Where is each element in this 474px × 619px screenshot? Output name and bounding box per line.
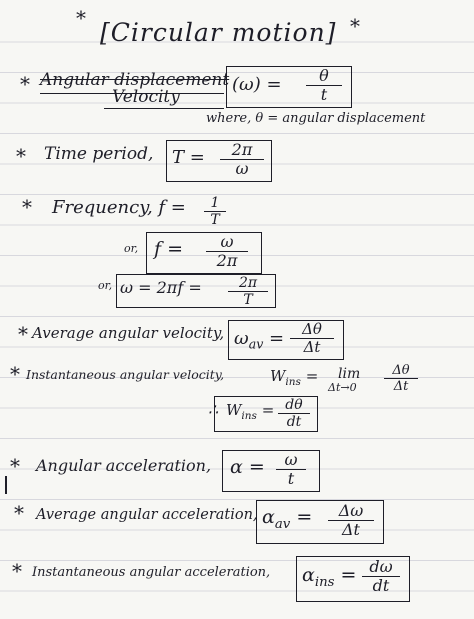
equals-sign: = [261,401,275,419]
label-underline [104,108,224,109]
average-angular-acceleration-fraction [328,503,374,538]
fraction-denominator: Δt [342,520,360,539]
angular-acceleration-label: Angular acceleration, [36,456,212,475]
bullet-star: * [22,195,32,219]
time-period-lhs: T = [172,147,205,168]
title-star-left: * [76,6,86,30]
equals-sign: = [296,506,313,528]
fraction-denominator: Δt [303,338,321,356]
fraction-denominator: dt [286,414,302,430]
velocity-label: Velocity [112,87,180,107]
equals-sign: = [269,328,285,349]
bullet-star: * [18,322,28,346]
bullet-star: * [16,144,26,168]
subscript: av [274,516,291,532]
fraction-numerator: 1 [204,196,226,212]
instantaneous-angular-velocity-lhs [270,369,318,388]
average-angular-acceleration-label: Average angular acceleration, [36,507,258,523]
instantaneous-angular-acceleration-fraction [362,559,400,594]
fraction-numerator: Δω [328,503,374,521]
alpha-symbol: α [302,564,315,586]
angular-acceleration-fraction [276,452,306,487]
fraction-denominator: T [243,292,253,308]
time-period-label: Time period, [44,144,154,164]
limit-subscript: Δt→0 [328,381,357,394]
instantaneous-angular-velocity-limit-fraction [384,364,418,393]
fraction-numerator: θ [306,68,342,86]
instantaneous-angular-acceleration-label: Instantaneous angular acceleration, [32,565,271,580]
bullet-star: * [12,559,22,583]
fraction-numerator: 2π [220,142,264,160]
omega-symbol: ω [234,328,249,349]
fraction-numerator: 2π [228,276,268,292]
frequency-fraction [204,196,226,227]
bullet-star: * [14,501,24,525]
fraction-numerator: dθ [278,398,310,414]
fraction-denominator: dt [372,576,390,595]
w-symbol: W [226,401,242,419]
bullet-star: * [10,454,20,478]
fraction-numerator: ω [206,234,248,252]
or-prefix: or, [124,242,139,255]
subscript: ins [241,410,257,422]
instantaneous-angular-velocity-result-fraction [278,398,310,429]
equals-sign: = [305,367,319,385]
bullet-star: * [10,362,20,386]
limit-label: lim [338,366,361,382]
fraction-numerator: Δθ [384,364,418,379]
page-title: [Circular motion] [100,18,337,47]
average-angular-velocity-lhs [234,330,284,351]
fraction-numerator: dω [362,559,400,577]
instantaneous-angular-velocity-result [226,403,274,422]
time-period-fraction [220,142,264,177]
angular-acceleration-lhs: α = [230,456,265,478]
title-star-right: * [350,14,360,38]
w-symbol: W [270,367,286,385]
fraction-denominator: ω [235,159,249,178]
angular-velocity-lhs: (ω) = [232,74,282,95]
alpha-symbol: α [262,506,275,528]
fraction-denominator: t [320,85,328,104]
bullet-star: * [20,72,30,96]
subscript: ins [314,574,335,590]
average-angular-acceleration-lhs [262,508,312,531]
subscript: av [248,336,264,352]
subscript: ins [285,376,301,388]
fraction-denominator: Δt [393,379,409,394]
fraction-numerator: Δθ [290,322,334,339]
omega-relation-fraction [228,276,268,307]
frequency-alt-lhs: f = [154,238,183,260]
therefore-symbol: ∴ [208,400,219,419]
omega-relation-lhs: ω = 2πf = [120,278,202,297]
instantaneous-angular-velocity-label: Instantaneous angular velocity, [26,367,225,382]
or-prefix: or, [98,279,113,292]
fraction-denominator: t [287,469,295,488]
fraction-denominator: T [210,212,220,228]
angular-velocity-fraction [306,68,342,103]
average-angular-velocity-label: Average angular velocity, [32,324,225,342]
angular-displacement-label: Angular displacement [40,70,230,90]
angular-displacement-note: where, θ = angular displacement [206,111,426,126]
average-angular-velocity-fraction [290,322,334,355]
fraction-numerator: ω [276,452,306,470]
equals-sign: = [340,564,357,586]
instantaneous-angular-acceleration-lhs [302,566,356,589]
frequency-alt-fraction [206,234,248,269]
frequency-label: Frequency, f = [52,197,186,218]
fraction-denominator: 2π [216,251,238,270]
